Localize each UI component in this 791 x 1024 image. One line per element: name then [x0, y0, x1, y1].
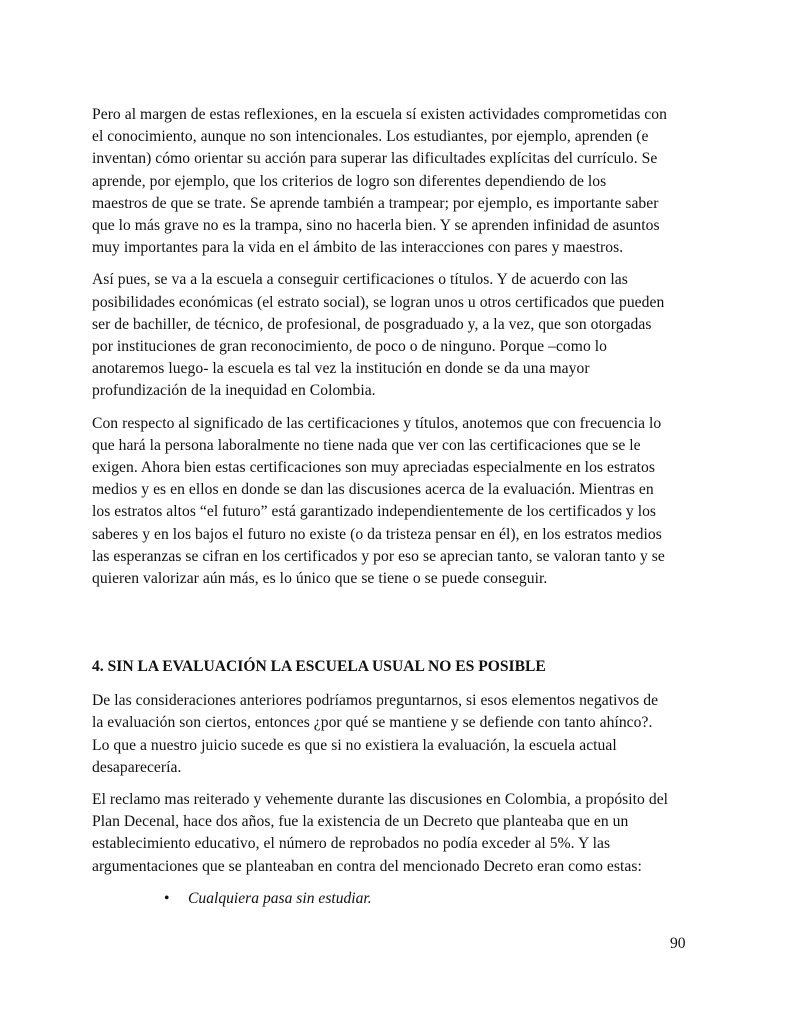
- text-line: las esperanzas se cifran en los certificados y por eso se aprecian tanto, se valoran tanto y se: [92, 547, 665, 565]
- bullet-list: [92, 888, 699, 910]
- document-page: [92, 104, 699, 910]
- text-line: saberes y en los bajos el futuro no existe (o da tristeza pensar en él), en los estratos medios: [92, 525, 662, 543]
- text-line: por instituciones de gran reconocimiento, de poco o de ninguno. Porque –como lo: [92, 338, 607, 356]
- text-line: profundización de la inequidad en Colombia.: [92, 382, 376, 400]
- text-line: los estratos altos “el futuro” está garantizado independientemente de los certificados y los: [92, 503, 657, 521]
- text-line: Lo que a nuestro juicio sucede es que si no existiera la evaluación, la escuela actual: [92, 736, 617, 754]
- text-line: argumentaciones que se planteaban en contra del mencionado Decreto eran como estas:: [92, 857, 642, 875]
- text-line: la evaluación son ciertos, entonces ¿por qué se mantiene y se defiende con tanto ahínco?.: [92, 714, 653, 732]
- text-line: que lo más grave no es la trampa, sino no hacerla bien. Y se aprenden infinidad de asuntos: [92, 217, 660, 235]
- text-line: el conocimiento, aunque no son intencionales. Los estudiantes, por ejemplo, aprenden (e: [92, 128, 649, 146]
- section-spacer: [92, 600, 699, 656]
- text-line: muy importantes para la vida en el ámbito de las interacciones con pares y maestros.: [92, 239, 624, 257]
- paragraph-5: [92, 789, 699, 878]
- paragraph-2: [92, 269, 699, 402]
- paragraph-4: [92, 690, 699, 779]
- text-line: De las consideraciones anteriores podríamos preguntarnos, si esos elementos negativos de: [92, 692, 659, 710]
- text-line: anotaremos luego- la escuela es tal vez la institución en donde se da una mayor: [92, 360, 590, 378]
- text-line: maestros de que se trate. Se aprende también a trampear; por ejemplo, es importante saber: [92, 194, 659, 212]
- text-line: ser de bachiller, de técnico, de profesional, de posgraduado y, a la vez, que son otorgadas: [92, 315, 652, 333]
- text-line: exigen. Ahora bien estas certificaciones son muy apreciadas especialmente en los estratos: [92, 459, 656, 477]
- text-line: quieren valorizar aún más, es lo único que se tiene o se puede conseguir.: [92, 570, 548, 588]
- paragraph-3: [92, 413, 699, 591]
- text-line: Plan Decenal, hace dos años, fue la existencia de un Decreto que planteaba que en un: [92, 813, 629, 831]
- bullet-icon: •: [164, 889, 170, 907]
- text-line: aprende, por ejemplo, que los criterios de logro son diferentes dependiendo de los: [92, 172, 607, 190]
- text-line: inventan) cómo orientar su acción para superar las dificultades explícitas del currículo. Se: [92, 150, 658, 168]
- text-line: medios y es en ellos en donde se dan las discusiones acerca de la evaluación. Mientras en: [92, 481, 654, 499]
- text-line: establecimiento educativo, el número de reprobados no podía exceder al 5%. Y las: [92, 835, 611, 853]
- text-line: El reclamo mas reiterado y vehemente durante las discusiones en Colombia, a propósito del: [92, 791, 669, 809]
- text-line: desaparecería.: [92, 758, 182, 776]
- text-line: que hará la persona laboralmente no tiene nada que ver con las certificaciones que se le: [92, 436, 641, 454]
- text-line: posibilidades económicas (el estrato social), se logran unos u otros certificados que pueden: [92, 293, 665, 311]
- text-line: Pero al margen de estas reflexiones, en la escuela sí existen actividades comprometidas con: [92, 106, 667, 123]
- bullet-item: [92, 888, 699, 910]
- text-line: Así pues, se va a la escuela a conseguir certificaciones o títulos. Y de acuerdo con las: [92, 271, 628, 289]
- section-heading: 4. SIN LA EVALUACIÓN LA ESCUELA USUAL NO ES POSIBLE: [92, 658, 546, 676]
- bullet-text: Cualquiera pasa sin estudiar.: [188, 889, 372, 907]
- text-line: Con respecto al significado de las certificaciones y títulos, anotemos que con frecuencia lo: [92, 414, 662, 432]
- page-number: 90: [670, 935, 686, 952]
- paragraph-1: [92, 104, 699, 259]
